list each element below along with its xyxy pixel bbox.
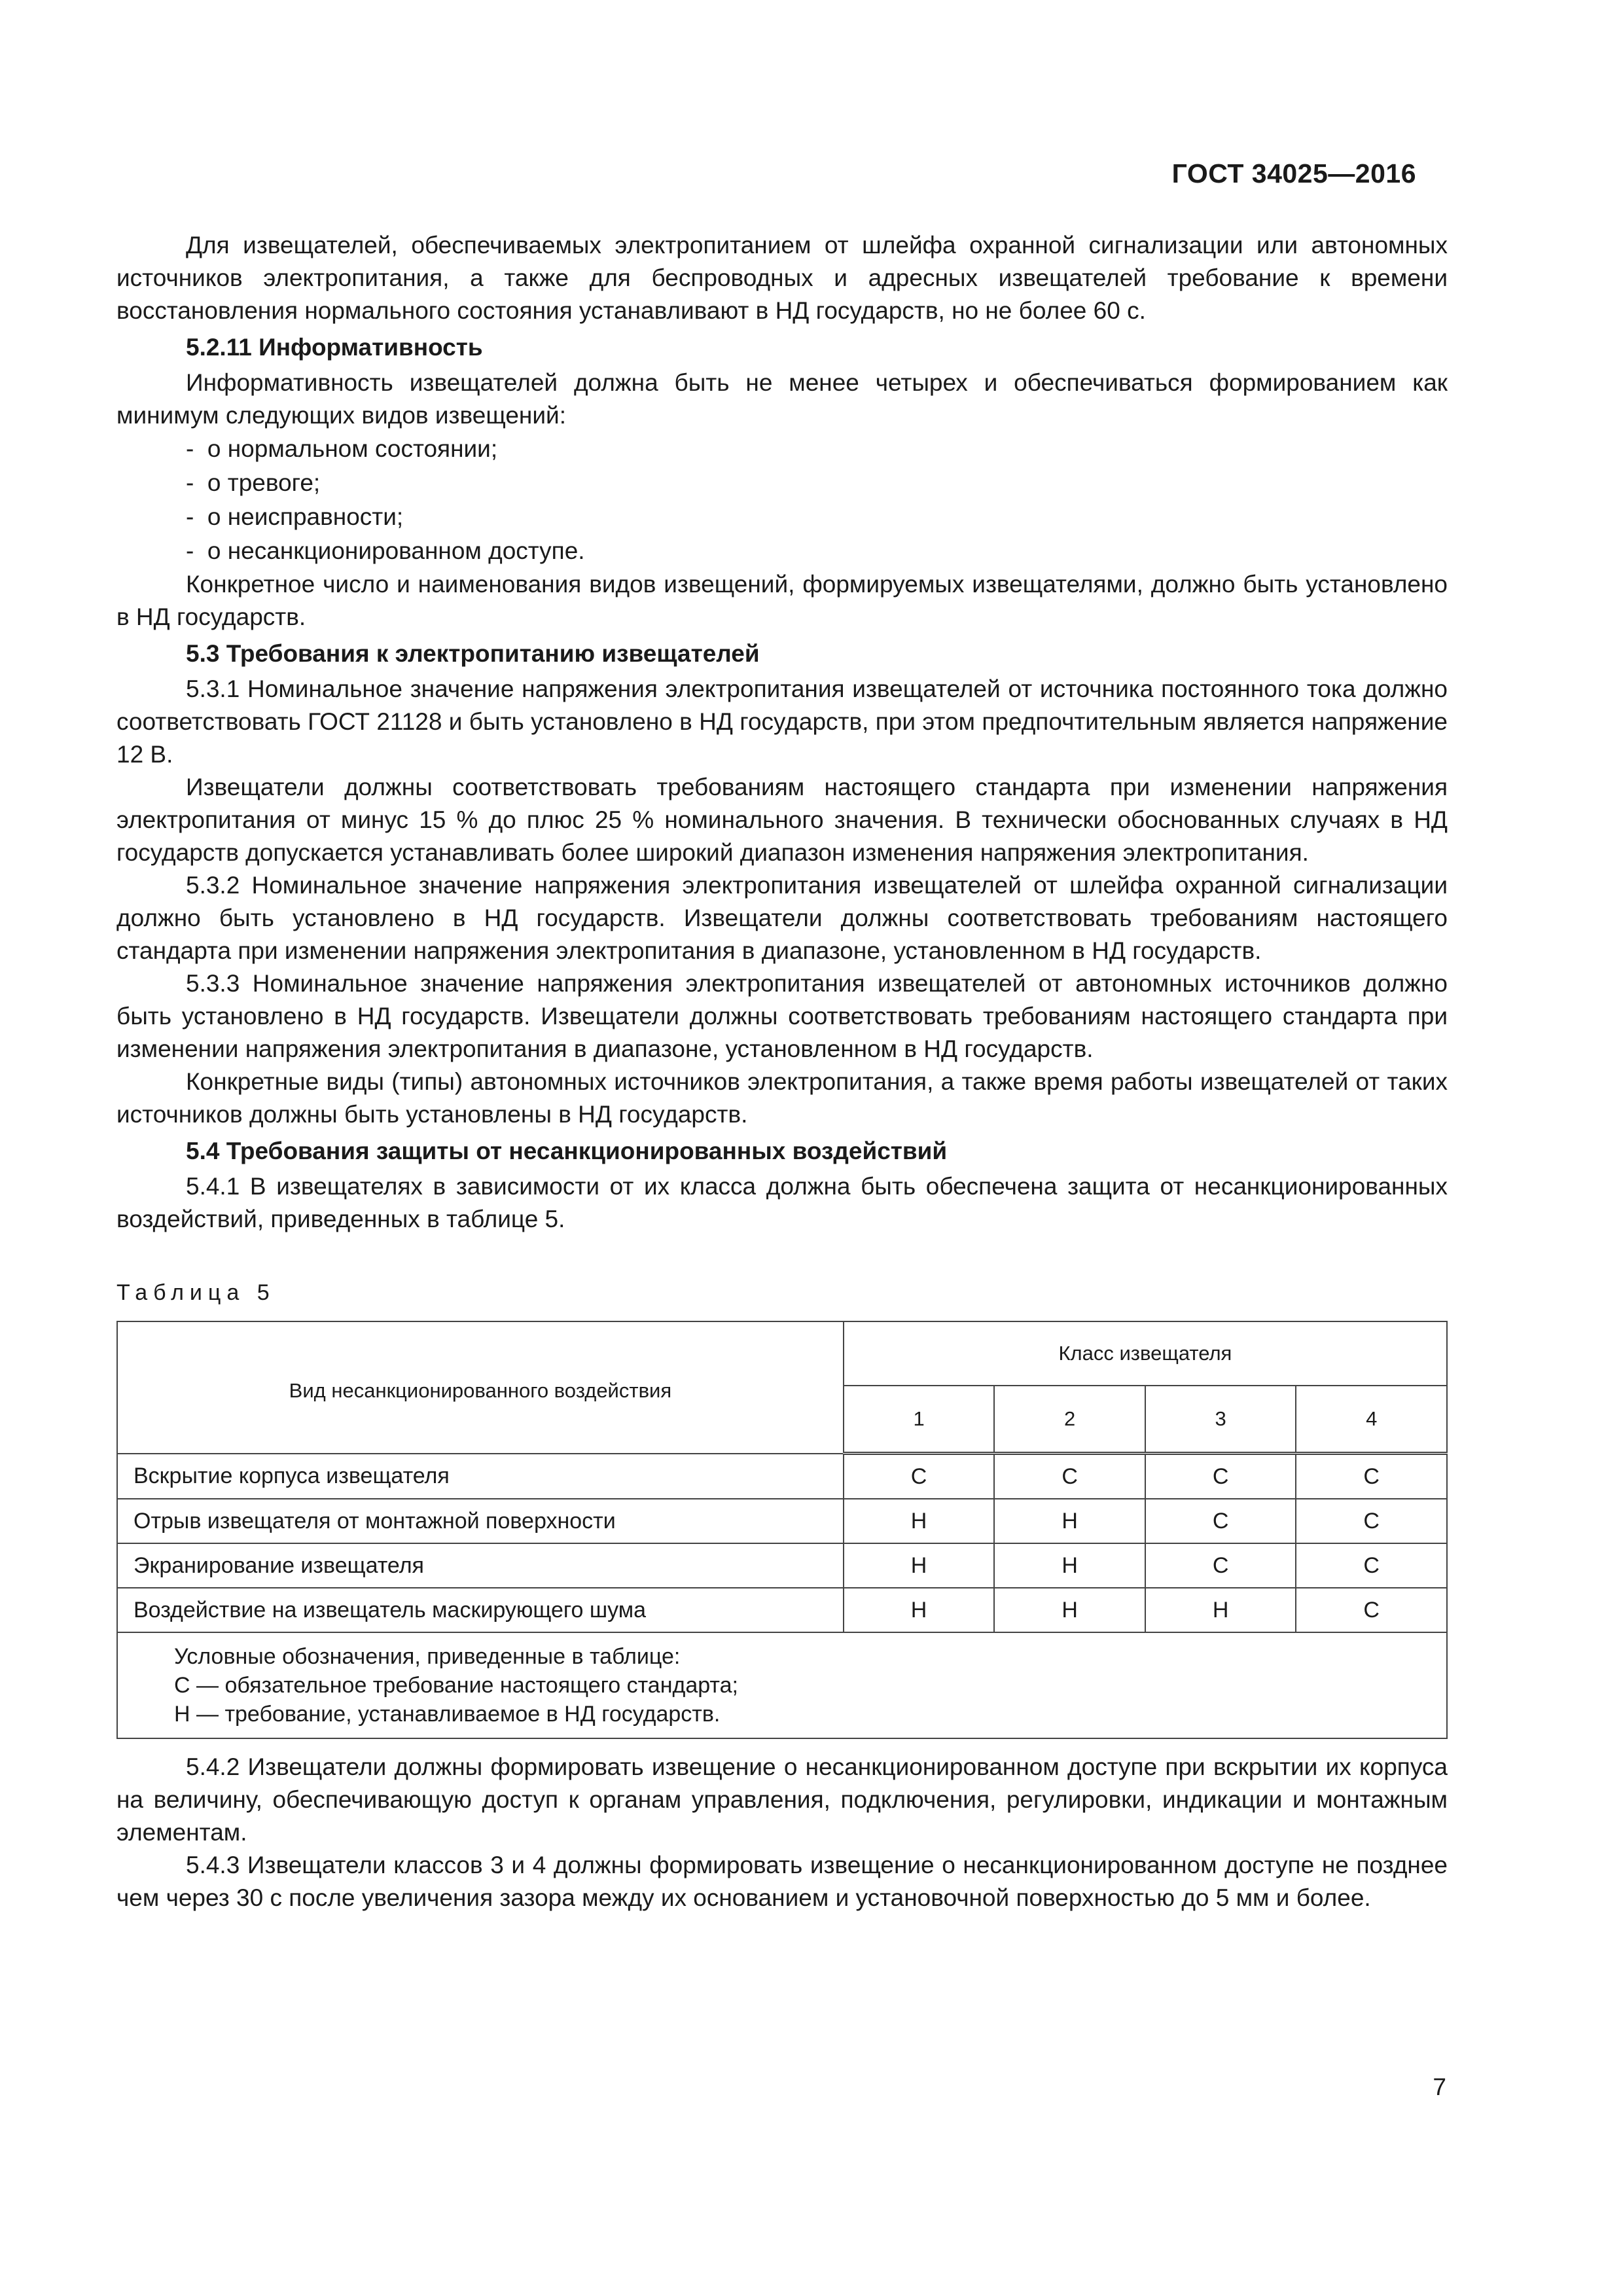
table-cell: С: [1145, 1543, 1296, 1588]
column-header-impact: Вид несанкционированного воздействия: [117, 1321, 844, 1454]
table-legend: [117, 1632, 1447, 1738]
heading-5-3: 5.3 Требования к электропитанию извещателей: [186, 640, 760, 667]
paragraph-5-3-3: 5.3.3 Номинальное значение напряжения электропитания извещателей от автономных источников должно быть установлено в НД государств. Извещатели должны соответствовать требованиям настоящего стандарта при изменении напряжения электропитания в диапазоне, установленном в НД государств.: [116, 970, 1448, 1062]
table-cell: Н: [844, 1588, 995, 1632]
paragraph-5-3-1-b: Извещатели должны соответствовать требованиям настоящего стандарта при изменении напряжения электропитания от минус 15 % до плюс 25 % номинального значения. В технически обоснованных случаях в НД государств допускается устанавливать более широкий диапазон изменения напряжения электропитания.: [116, 774, 1448, 866]
table-cell: С: [994, 1454, 1145, 1499]
paragraph-intro: Для извещателей, обеспечиваемых электропитанием от шлейфа охранной сигнализации или автономных источников электропитания, а также для беспроводных и адресных извещателей требование к времени восстановления нормального состояния устанавливают в НД государств, но не более 60 с.: [116, 232, 1448, 324]
paragraph-concrete-number: Конкретное число и наименования видов извещений, формируемых извещателями, должно быть установлено в НД государств.: [116, 571, 1448, 630]
table-row: [117, 1543, 1447, 1588]
document-body: [116, 229, 1448, 1914]
table-caption: Таблица 5: [116, 1280, 276, 1305]
table-cell: Н: [994, 1543, 1145, 1588]
legend-title: Условные обозначения, приведенные в таблице:: [174, 1644, 681, 1669]
paragraph-5-3-3-b: Конкретные виды (типы) автономных источников электропитания, а также время работы извещателей от таких источников должны быть установлены в НД государств.: [116, 1068, 1448, 1128]
table-cell: С: [1145, 1454, 1296, 1499]
column-header-class-3: 3: [1145, 1386, 1296, 1454]
paragraph-5-4-2: 5.4.2 Извещатели должны формировать извещение о несанкционированном доступе при вскрытии их корпуса на величину, обеспечивающую доступ к органам управления, подключения, регулировки, индикации и монтажным элементам.: [116, 1753, 1448, 1846]
table-legend-row: [117, 1632, 1447, 1738]
list-item: - о тревоге;: [186, 466, 1448, 500]
table-cell: С: [1296, 1454, 1447, 1499]
row-label: Вскрытие корпуса извещателя: [117, 1454, 844, 1499]
table-cell: С: [1145, 1499, 1296, 1543]
table-cell: Н: [994, 1499, 1145, 1543]
column-header-class-4: 4: [1296, 1386, 1447, 1454]
paragraph-5-3-2: 5.3.2 Номинальное значение напряжения электропитания извещателей от шлейфа охранной сигнализации должно быть установлено в НД государств. Извещатели должны соответствовать требованиям настоящего стандарта при изменении напряжения электропитания в диапазоне, установленном в НД государств.: [116, 872, 1448, 964]
table-cell: С: [844, 1454, 995, 1499]
page-number: 7: [1433, 2073, 1446, 2100]
table-cell: Н: [1145, 1588, 1296, 1632]
table-row: [117, 1588, 1447, 1632]
table-cell: С: [1296, 1543, 1447, 1588]
column-header-class: Класс извещателя: [844, 1321, 1447, 1386]
row-label: Отрыв извещателя от монтажной поверхности: [117, 1499, 844, 1543]
table-cell: Н: [994, 1588, 1145, 1632]
table-cell: С: [1296, 1588, 1447, 1632]
table-row: [117, 1454, 1447, 1499]
notification-list: [116, 432, 1448, 568]
row-label: Экранирование извещателя: [117, 1543, 844, 1588]
table-cell: С: [1296, 1499, 1447, 1543]
table-cell: Н: [844, 1499, 995, 1543]
row-label: Воздействие на извещатель маскирующего шума: [117, 1588, 844, 1632]
column-header-class-1: 1: [844, 1386, 995, 1454]
heading-5-2-11: 5.2.11 Информативность: [186, 334, 483, 361]
list-item: - о неисправности;: [186, 500, 1448, 534]
table-row: [117, 1499, 1447, 1543]
table-cell: Н: [844, 1543, 995, 1588]
paragraph-5-4-1: 5.4.1 В извещателях в зависимости от их класса должна быть обеспечена защита от несанкционированных воздействий, приведенных в таблице 5.: [116, 1173, 1448, 1232]
column-header-class-2: 2: [994, 1386, 1145, 1454]
list-item: - о несанкционированном доступе.: [186, 534, 1448, 568]
paragraph-5-4-3: 5.4.3 Извещатели классов 3 и 4 должны формировать извещение о несанкционированном доступе не позднее чем через 30 с после увеличения зазора между их основанием и установочной поверхностью до 5 мм и более.: [116, 1852, 1448, 1911]
legend-item-c: С — обязательное требование настоящего стандарта;: [174, 1673, 738, 1698]
list-item: - о нормальном состоянии;: [186, 432, 1448, 466]
document-code: ГОСТ 34025—2016: [1171, 158, 1416, 188]
protection-table: [116, 1321, 1448, 1739]
paragraph-5-3-1: 5.3.1 Номинальное значение напряжения электропитания извещателей от источника постоянного тока должно соответствовать ГОСТ 21128 и быть установлено в НД государств, при этом предпочтительным является напряжение 12 В.: [116, 675, 1448, 768]
legend-item-n: Н — требование, устанавливаемое в НД государств.: [174, 1702, 721, 1727]
paragraph-informativity: Информативность извещателей должна быть не менее четырех и обеспечиваться формированием как минимум следующих видов извещений:: [116, 369, 1448, 429]
heading-5-4: 5.4 Требования защиты от несанкционированных воздействий: [186, 1138, 948, 1164]
